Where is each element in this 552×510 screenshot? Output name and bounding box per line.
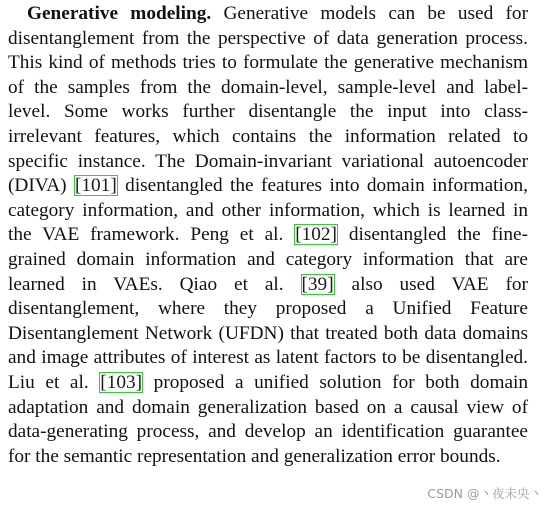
citation-link-102[interactable]: [102] <box>295 224 337 246</box>
citation-link-103[interactable]: [103] <box>100 371 143 393</box>
citation-link-39[interactable]: [39] <box>301 273 334 295</box>
csdn-watermark: CSDN @丶夜未央丶 <box>427 486 542 501</box>
paragraph-text: disentangled the features into domain information, category information, and other information, which is learned in the VAE framework. Peng et al. <box>8 175 528 246</box>
paragraph-text: also used VAE for disentanglement, where they proposed a Unified Feature Disentanglement Network (UFDN) that treated both data domains and image attributes of interest as latent factors to be disentangled. Liu et al. <box>8 273 528 393</box>
citation-link-101[interactable]: [101] <box>74 175 117 197</box>
paragraph-text: disentangled the fine-grained domain information and category information that are learned in VAEs. Qiao et al. <box>8 224 528 295</box>
paragraph-text: Generative models can be used for disentanglement from the perspective of data generation process. This kind of methods tries to formulate the generative mechanism of the samples from the domain-level, sample-level and label-level. Some works further disentangle the input into class-irrelevant features, which contains the information related to specific instance. The Domain-invariant variational autoencoder (DIVA) <box>8 3 528 197</box>
paragraph-text: proposed a unified solution for both domain adaptation and domain generalization based on a causal view of data-generating process, and develop an identification guarantee for the semantic representation and generalization error bounds. <box>8 371 528 467</box>
paragraph-lead-heading: Generative modeling. <box>27 3 212 24</box>
paper-body <box>8 2 528 469</box>
paragraph-generative-modeling <box>8 2 528 469</box>
